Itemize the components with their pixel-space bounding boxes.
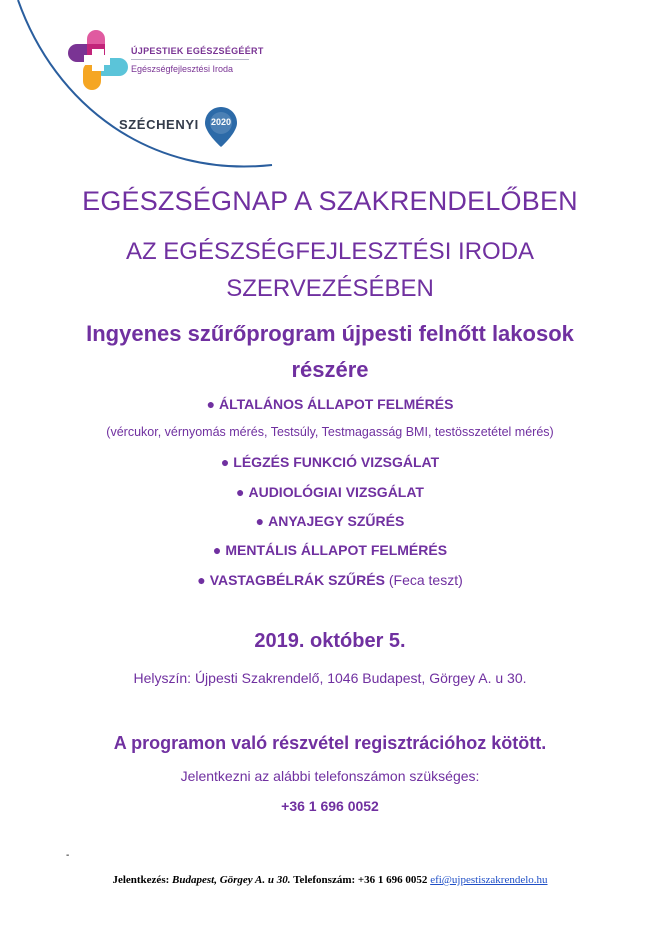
event-date: 2019. október 5. bbox=[254, 630, 406, 652]
logo-divider bbox=[131, 59, 249, 60]
list-item-note: (Feca teszt) bbox=[384, 572, 463, 588]
bullet-icon: ● bbox=[236, 484, 245, 500]
footer-phone-label: Telefonszám: bbox=[293, 874, 356, 886]
registration-instruction: Jelentkezni az alábbi telefonszámon szükséges: bbox=[180, 768, 480, 784]
page-title-line2: AZ EGÉSZSÉGFEJLESZTÉSI IRODA bbox=[125, 238, 535, 265]
list-item bbox=[0, 513, 660, 529]
szechenyi-year: 2020 bbox=[210, 117, 232, 127]
header-arc bbox=[0, 0, 300, 190]
list-item-detail: (vércukor, vérnyomás mérés, Testsúly, Testmagasság BMI, testösszetétel mérés) bbox=[106, 425, 554, 439]
stray-mark: - bbox=[66, 850, 70, 861]
logo-title: ÚJPESTIEK EGÉSZSÉGÉÉRT bbox=[131, 46, 264, 56]
list-item-label: AUDIOLÓGIAI VIZSGÁLAT bbox=[248, 484, 424, 500]
bullet-icon: ● bbox=[255, 513, 265, 529]
list-item bbox=[0, 542, 660, 558]
ujpestiek-logo-icon bbox=[68, 28, 130, 92]
event-location: Helyszín: Újpesti Szakrendelő, 1046 Budapest, Görgey A. u 30. bbox=[133, 670, 527, 686]
logo-tagline: Egészségfejlesztési Iroda bbox=[131, 64, 234, 74]
szechenyi-pin-icon bbox=[204, 106, 238, 148]
list-item-label: ANYAJEGY SZŰRÉS bbox=[268, 513, 405, 529]
footer-phone: +36 1 696 0052 bbox=[357, 874, 428, 886]
bullet-icon: ● bbox=[212, 542, 222, 558]
registration-notice: A programon való részvétel regisztrációhoz kötött. bbox=[113, 733, 547, 753]
list-item bbox=[0, 396, 660, 412]
bullet-icon: ● bbox=[206, 396, 216, 412]
list-item bbox=[0, 454, 660, 470]
list-item bbox=[0, 572, 660, 588]
szechenyi-label: SZÉCHENYI bbox=[119, 117, 199, 132]
footer-label: Jelentkezés: bbox=[112, 874, 170, 886]
bullet-icon: ● bbox=[197, 572, 206, 588]
footer bbox=[0, 874, 660, 886]
page-title-line3: SZERVEZÉSÉBEN bbox=[226, 275, 434, 302]
list-item-label: ÁLTALÁNOS ÁLLAPOT FELMÉRÉS bbox=[219, 396, 454, 412]
registration-phone: +36 1 696 0052 bbox=[281, 798, 379, 814]
footer-address: Budapest, Görgey A. u 30. bbox=[172, 874, 291, 886]
list-item-label: MENTÁLIS ÁLLAPOT FELMÉRÉS bbox=[225, 542, 448, 558]
list-item-label: VASTAGBÉLRÁK SZŰRÉS bbox=[209, 572, 385, 588]
subtitle-line2: részére bbox=[291, 357, 369, 382]
list-item bbox=[0, 484, 660, 500]
bullet-icon: ● bbox=[220, 454, 230, 470]
footer-email-link[interactable]: efi@ujpestiszakrendelo.hu bbox=[430, 874, 548, 886]
subtitle: Ingyenes szűrőprogram újpesti felnőtt lakosok bbox=[86, 321, 574, 346]
page-title: EGÉSZSÉGNAP A SZAKRENDELŐBEN bbox=[82, 186, 578, 216]
list-item-label: LÉGZÉS FUNKCIÓ VIZSGÁLAT bbox=[233, 454, 440, 470]
